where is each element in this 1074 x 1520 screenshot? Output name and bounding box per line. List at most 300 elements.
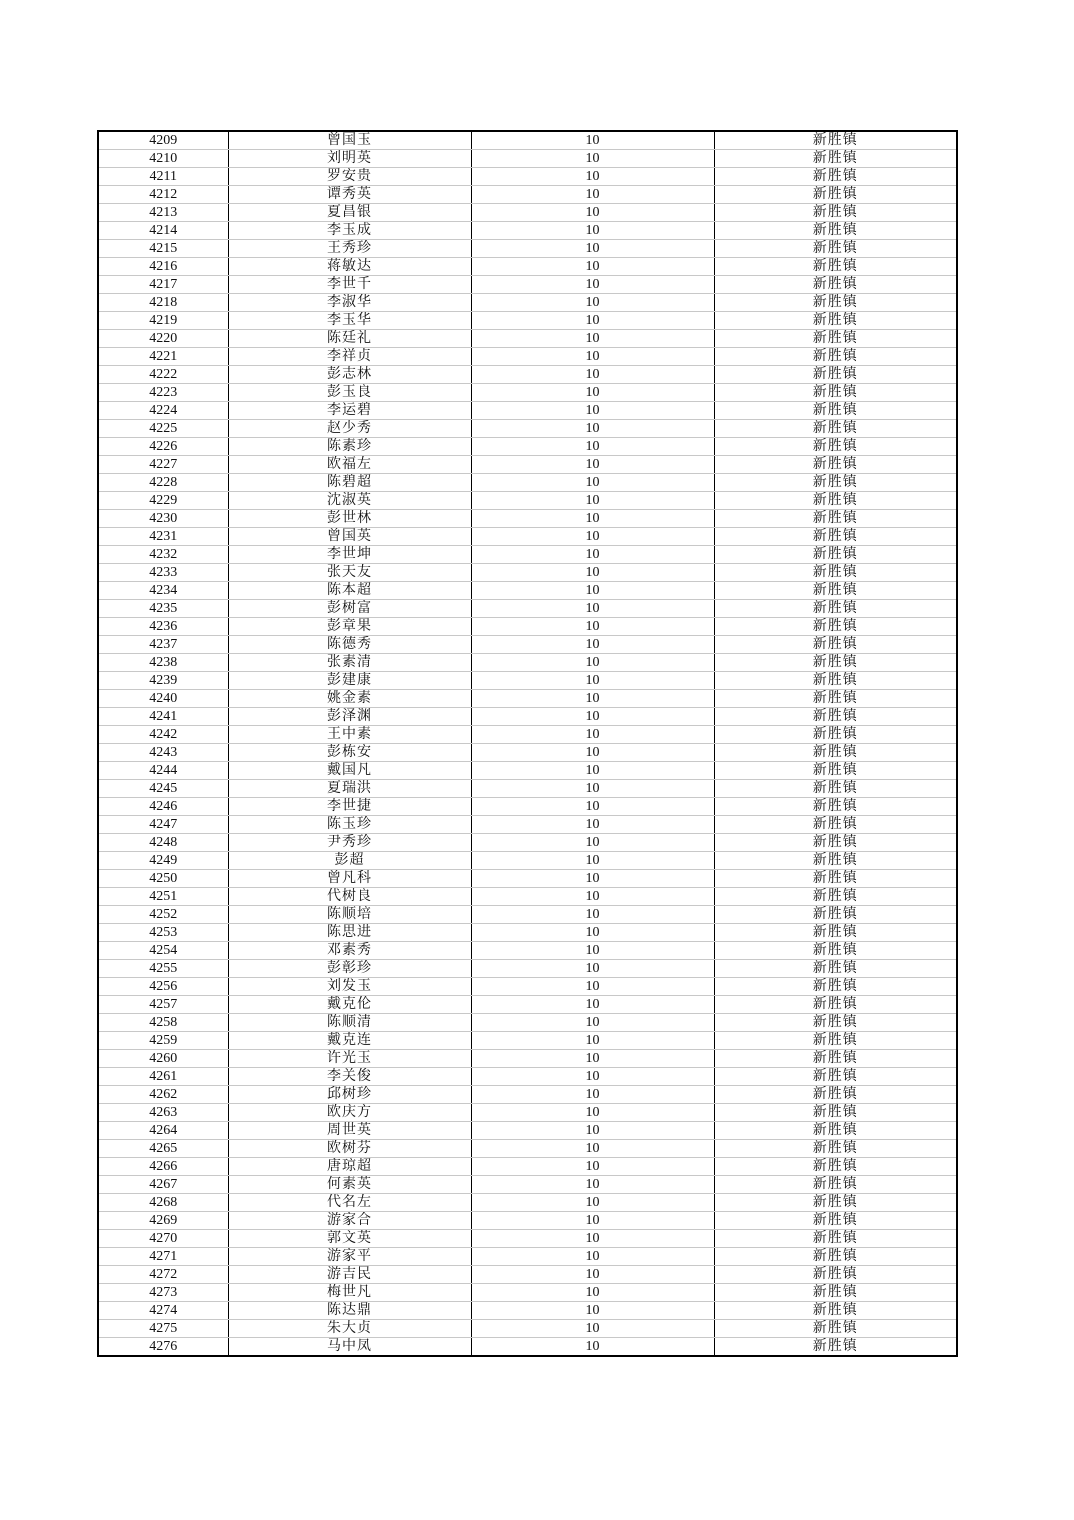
amount-cell: 10 — [471, 1104, 714, 1122]
amount-cell: 10 — [471, 636, 714, 654]
name-cell: 何素英 — [228, 1176, 471, 1194]
amount-cell: 10 — [471, 1194, 714, 1212]
name-cell: 李世捷 — [228, 798, 471, 816]
table-row — [98, 708, 957, 726]
town-cell: 新胜镇 — [714, 1194, 957, 1212]
table-row — [98, 240, 957, 258]
amount-cell: 10 — [471, 384, 714, 402]
town-cell: 新胜镇 — [714, 1014, 957, 1032]
name-cell: 夏昌银 — [228, 204, 471, 222]
row-number-cell: 4219 — [98, 312, 228, 330]
town-cell: 新胜镇 — [714, 1104, 957, 1122]
table-row — [98, 186, 957, 204]
row-number-cell: 4250 — [98, 870, 228, 888]
town-cell: 新胜镇 — [714, 762, 957, 780]
amount-cell: 10 — [471, 690, 714, 708]
name-cell: 彭超 — [228, 852, 471, 870]
amount-cell: 10 — [471, 564, 714, 582]
name-cell: 张天友 — [228, 564, 471, 582]
amount-cell: 10 — [471, 1122, 714, 1140]
amount-cell: 10 — [471, 546, 714, 564]
amount-cell: 10 — [471, 654, 714, 672]
name-cell: 王秀珍 — [228, 240, 471, 258]
amount-cell: 10 — [471, 294, 714, 312]
amount-cell: 10 — [471, 780, 714, 798]
table-row — [98, 168, 957, 186]
name-cell: 游家合 — [228, 1212, 471, 1230]
town-cell: 新胜镇 — [714, 726, 957, 744]
row-number-cell: 4256 — [98, 978, 228, 996]
town-cell: 新胜镇 — [714, 1158, 957, 1176]
town-cell: 新胜镇 — [714, 240, 957, 258]
row-number-cell: 4269 — [98, 1212, 228, 1230]
amount-cell: 10 — [471, 1248, 714, 1266]
amount-cell: 10 — [471, 402, 714, 420]
town-cell: 新胜镇 — [714, 1302, 957, 1320]
row-number-cell: 4254 — [98, 942, 228, 960]
name-cell: 郭文英 — [228, 1230, 471, 1248]
row-number-cell: 4211 — [98, 168, 228, 186]
name-cell: 陈廷礼 — [228, 330, 471, 348]
row-number-cell: 4215 — [98, 240, 228, 258]
name-cell: 李运碧 — [228, 402, 471, 420]
town-cell: 新胜镇 — [714, 510, 957, 528]
row-number-cell: 4209 — [98, 131, 228, 150]
row-number-cell: 4275 — [98, 1320, 228, 1338]
amount-cell: 10 — [471, 1086, 714, 1104]
amount-cell: 10 — [471, 888, 714, 906]
name-cell: 姚金素 — [228, 690, 471, 708]
row-number-cell: 4234 — [98, 582, 228, 600]
table-row — [98, 1284, 957, 1302]
amount-cell: 10 — [471, 600, 714, 618]
row-number-cell: 4242 — [98, 726, 228, 744]
town-cell: 新胜镇 — [714, 168, 957, 186]
amount-cell: 10 — [471, 1284, 714, 1302]
town-cell: 新胜镇 — [714, 348, 957, 366]
name-cell: 李世坤 — [228, 546, 471, 564]
name-cell: 彭彰珍 — [228, 960, 471, 978]
row-number-cell: 4241 — [98, 708, 228, 726]
row-number-cell: 4247 — [98, 816, 228, 834]
table-row — [98, 654, 957, 672]
table-row — [98, 1320, 957, 1338]
table-row — [98, 564, 957, 582]
row-number-cell: 4225 — [98, 420, 228, 438]
town-cell: 新胜镇 — [714, 834, 957, 852]
amount-cell: 10 — [471, 1230, 714, 1248]
table-row — [98, 1104, 957, 1122]
town-cell: 新胜镇 — [714, 798, 957, 816]
amount-cell: 10 — [471, 330, 714, 348]
name-cell: 沈淑英 — [228, 492, 471, 510]
row-number-cell: 4216 — [98, 258, 228, 276]
row-number-cell: 4229 — [98, 492, 228, 510]
name-cell: 陈顺清 — [228, 1014, 471, 1032]
amount-cell: 10 — [471, 258, 714, 276]
town-cell: 新胜镇 — [714, 852, 957, 870]
name-cell: 彭章果 — [228, 618, 471, 636]
table-row — [98, 492, 957, 510]
table-row — [98, 978, 957, 996]
town-cell: 新胜镇 — [714, 402, 957, 420]
row-number-cell: 4222 — [98, 366, 228, 384]
table-row — [98, 366, 957, 384]
name-cell: 李世千 — [228, 276, 471, 294]
name-cell: 彭志林 — [228, 366, 471, 384]
name-cell: 欧庆方 — [228, 1104, 471, 1122]
amount-cell: 10 — [471, 708, 714, 726]
name-cell: 游吉民 — [228, 1266, 471, 1284]
name-cell: 代树良 — [228, 888, 471, 906]
amount-cell: 10 — [471, 762, 714, 780]
table-row — [98, 258, 957, 276]
name-cell: 彭泽渊 — [228, 708, 471, 726]
amount-cell: 10 — [471, 978, 714, 996]
table-row — [98, 1140, 957, 1158]
amount-cell: 10 — [471, 510, 714, 528]
town-cell: 新胜镇 — [714, 1068, 957, 1086]
table-row — [98, 510, 957, 528]
town-cell: 新胜镇 — [714, 330, 957, 348]
table-row — [98, 582, 957, 600]
table-row — [98, 528, 957, 546]
town-cell: 新胜镇 — [714, 1266, 957, 1284]
town-cell: 新胜镇 — [714, 384, 957, 402]
amount-cell: 10 — [471, 1068, 714, 1086]
town-cell: 新胜镇 — [714, 1212, 957, 1230]
amount-cell: 10 — [471, 312, 714, 330]
amount-cell: 10 — [471, 582, 714, 600]
row-number-cell: 4221 — [98, 348, 228, 366]
table-row — [98, 402, 957, 420]
row-number-cell: 4261 — [98, 1068, 228, 1086]
table-row — [98, 204, 957, 222]
town-cell: 新胜镇 — [714, 672, 957, 690]
town-cell: 新胜镇 — [714, 888, 957, 906]
table-row — [98, 312, 957, 330]
table-row — [98, 600, 957, 618]
town-cell: 新胜镇 — [714, 1032, 957, 1050]
name-cell: 陈本超 — [228, 582, 471, 600]
row-number-cell: 4210 — [98, 150, 228, 168]
name-cell: 陈达鼎 — [228, 1302, 471, 1320]
name-cell: 李淑华 — [228, 294, 471, 312]
row-number-cell: 4264 — [98, 1122, 228, 1140]
row-number-cell: 4227 — [98, 456, 228, 474]
table-row — [98, 690, 957, 708]
town-cell: 新胜镇 — [714, 186, 957, 204]
table-row — [98, 1230, 957, 1248]
row-number-cell: 4246 — [98, 798, 228, 816]
row-number-cell: 4274 — [98, 1302, 228, 1320]
amount-cell: 10 — [471, 131, 714, 150]
table-row — [98, 546, 957, 564]
table-row — [98, 996, 957, 1014]
amount-cell: 10 — [471, 348, 714, 366]
name-cell: 李祥贞 — [228, 348, 471, 366]
name-cell: 戴克连 — [228, 1032, 471, 1050]
town-cell: 新胜镇 — [714, 582, 957, 600]
town-cell: 新胜镇 — [714, 312, 957, 330]
amount-cell: 10 — [471, 1158, 714, 1176]
town-cell: 新胜镇 — [714, 492, 957, 510]
town-cell: 新胜镇 — [714, 1284, 957, 1302]
row-number-cell: 4212 — [98, 186, 228, 204]
table-row — [98, 420, 957, 438]
row-number-cell: 4272 — [98, 1266, 228, 1284]
town-cell: 新胜镇 — [714, 942, 957, 960]
amount-cell: 10 — [471, 492, 714, 510]
table-row — [98, 1014, 957, 1032]
table-row — [98, 942, 957, 960]
amount-cell: 10 — [471, 204, 714, 222]
row-number-cell: 4218 — [98, 294, 228, 312]
amount-cell: 10 — [471, 474, 714, 492]
amount-cell: 10 — [471, 1320, 714, 1338]
table-row — [98, 294, 957, 312]
amount-cell: 10 — [471, 1302, 714, 1320]
town-cell: 新胜镇 — [714, 1086, 957, 1104]
town-cell: 新胜镇 — [714, 1230, 957, 1248]
table-row — [98, 131, 957, 150]
row-number-cell: 4236 — [98, 618, 228, 636]
name-cell: 曾凡科 — [228, 870, 471, 888]
name-cell: 马中凤 — [228, 1338, 471, 1357]
town-cell: 新胜镇 — [714, 276, 957, 294]
town-cell: 新胜镇 — [714, 1248, 957, 1266]
row-number-cell: 4224 — [98, 402, 228, 420]
row-number-cell: 4253 — [98, 924, 228, 942]
table-row — [98, 1176, 957, 1194]
row-number-cell: 4226 — [98, 438, 228, 456]
row-number-cell: 4258 — [98, 1014, 228, 1032]
name-cell: 李玉华 — [228, 312, 471, 330]
name-cell: 陈碧超 — [228, 474, 471, 492]
row-number-cell: 4260 — [98, 1050, 228, 1068]
name-cell: 欧树芬 — [228, 1140, 471, 1158]
row-number-cell: 4238 — [98, 654, 228, 672]
table-row — [98, 618, 957, 636]
row-number-cell: 4230 — [98, 510, 228, 528]
amount-cell: 10 — [471, 852, 714, 870]
town-cell: 新胜镇 — [714, 690, 957, 708]
amount-cell: 10 — [471, 996, 714, 1014]
table-row — [98, 816, 957, 834]
row-number-cell: 4243 — [98, 744, 228, 762]
row-number-cell: 4231 — [98, 528, 228, 546]
row-number-cell: 4268 — [98, 1194, 228, 1212]
amount-cell: 10 — [471, 276, 714, 294]
row-number-cell: 4213 — [98, 204, 228, 222]
name-cell: 游家平 — [228, 1248, 471, 1266]
table-row — [98, 1068, 957, 1086]
town-cell: 新胜镇 — [714, 564, 957, 582]
amount-cell: 10 — [471, 1266, 714, 1284]
table-row — [98, 1302, 957, 1320]
row-number-cell: 4255 — [98, 960, 228, 978]
town-cell: 新胜镇 — [714, 474, 957, 492]
table-row — [98, 1158, 957, 1176]
town-cell: 新胜镇 — [714, 906, 957, 924]
town-cell: 新胜镇 — [714, 204, 957, 222]
name-cell: 彭玉良 — [228, 384, 471, 402]
town-cell: 新胜镇 — [714, 600, 957, 618]
town-cell: 新胜镇 — [714, 1140, 957, 1158]
name-cell: 戴克伦 — [228, 996, 471, 1014]
amount-cell: 10 — [471, 960, 714, 978]
town-cell: 新胜镇 — [714, 780, 957, 798]
name-cell: 陈素珍 — [228, 438, 471, 456]
table-row — [98, 1212, 957, 1230]
amount-cell: 10 — [471, 726, 714, 744]
row-number-cell: 4262 — [98, 1086, 228, 1104]
table-row — [98, 276, 957, 294]
name-cell: 梅世凡 — [228, 1284, 471, 1302]
name-cell: 李关俊 — [228, 1068, 471, 1086]
amount-cell: 10 — [471, 1140, 714, 1158]
name-cell: 罗安贵 — [228, 168, 471, 186]
town-cell: 新胜镇 — [714, 131, 957, 150]
row-number-cell: 4237 — [98, 636, 228, 654]
table-row — [98, 852, 957, 870]
table-row — [98, 1266, 957, 1284]
row-number-cell: 4248 — [98, 834, 228, 852]
name-cell: 朱大贞 — [228, 1320, 471, 1338]
town-cell: 新胜镇 — [714, 420, 957, 438]
table-row — [98, 474, 957, 492]
name-cell: 陈玉珍 — [228, 816, 471, 834]
amount-cell: 10 — [471, 1212, 714, 1230]
town-cell: 新胜镇 — [714, 222, 957, 240]
amount-cell: 10 — [471, 1338, 714, 1357]
name-cell: 欧福左 — [228, 456, 471, 474]
table-row — [98, 798, 957, 816]
town-cell: 新胜镇 — [714, 150, 957, 168]
table-row — [98, 438, 957, 456]
name-cell: 彭建康 — [228, 672, 471, 690]
town-cell: 新胜镇 — [714, 438, 957, 456]
amount-cell: 10 — [471, 1050, 714, 1068]
amount-cell: 10 — [471, 240, 714, 258]
amount-cell: 10 — [471, 744, 714, 762]
name-cell: 周世英 — [228, 1122, 471, 1140]
table-row — [98, 870, 957, 888]
amount-cell: 10 — [471, 366, 714, 384]
row-number-cell: 4251 — [98, 888, 228, 906]
row-number-cell: 4245 — [98, 780, 228, 798]
town-cell: 新胜镇 — [714, 744, 957, 762]
name-cell: 蒋敏达 — [228, 258, 471, 276]
amount-cell: 10 — [471, 456, 714, 474]
town-cell: 新胜镇 — [714, 1050, 957, 1068]
name-cell: 赵少秀 — [228, 420, 471, 438]
row-number-cell: 4223 — [98, 384, 228, 402]
town-cell: 新胜镇 — [714, 1338, 957, 1357]
name-cell: 张素清 — [228, 654, 471, 672]
amount-cell: 10 — [471, 1032, 714, 1050]
town-cell: 新胜镇 — [714, 924, 957, 942]
table-row — [98, 1086, 957, 1104]
name-cell: 李玉成 — [228, 222, 471, 240]
town-cell: 新胜镇 — [714, 960, 957, 978]
table-row — [98, 384, 957, 402]
row-number-cell: 4214 — [98, 222, 228, 240]
roster-table-body — [98, 131, 957, 1356]
amount-cell: 10 — [471, 420, 714, 438]
town-cell: 新胜镇 — [714, 546, 957, 564]
town-cell: 新胜镇 — [714, 636, 957, 654]
table-row — [98, 1050, 957, 1068]
table-row — [98, 762, 957, 780]
table-row — [98, 1122, 957, 1140]
name-cell: 戴国凡 — [228, 762, 471, 780]
table-row — [98, 1032, 957, 1050]
name-cell: 曾国英 — [228, 528, 471, 546]
town-cell: 新胜镇 — [714, 654, 957, 672]
amount-cell: 10 — [471, 168, 714, 186]
row-number-cell: 4259 — [98, 1032, 228, 1050]
table-row — [98, 348, 957, 366]
amount-cell: 10 — [471, 528, 714, 546]
row-number-cell: 4233 — [98, 564, 228, 582]
table-row — [98, 636, 957, 654]
table-row — [98, 834, 957, 852]
town-cell: 新胜镇 — [714, 528, 957, 546]
table-row — [98, 906, 957, 924]
table-row — [98, 1338, 957, 1357]
town-cell: 新胜镇 — [714, 708, 957, 726]
amount-cell: 10 — [471, 1176, 714, 1194]
row-number-cell: 4232 — [98, 546, 228, 564]
roster-table — [97, 130, 958, 1357]
amount-cell: 10 — [471, 834, 714, 852]
row-number-cell: 4267 — [98, 1176, 228, 1194]
row-number-cell: 4220 — [98, 330, 228, 348]
table-row — [98, 780, 957, 798]
table-row — [98, 1248, 957, 1266]
amount-cell: 10 — [471, 672, 714, 690]
row-number-cell: 4266 — [98, 1158, 228, 1176]
name-cell: 邓素秀 — [228, 942, 471, 960]
name-cell: 夏瑞洪 — [228, 780, 471, 798]
table-row — [98, 1194, 957, 1212]
name-cell: 王中素 — [228, 726, 471, 744]
amount-cell: 10 — [471, 1014, 714, 1032]
table-row — [98, 456, 957, 474]
name-cell: 彭树富 — [228, 600, 471, 618]
row-number-cell: 4257 — [98, 996, 228, 1014]
amount-cell: 10 — [471, 798, 714, 816]
amount-cell: 10 — [471, 186, 714, 204]
amount-cell: 10 — [471, 816, 714, 834]
table-row — [98, 744, 957, 762]
name-cell: 陈思进 — [228, 924, 471, 942]
town-cell: 新胜镇 — [714, 978, 957, 996]
row-number-cell: 4239 — [98, 672, 228, 690]
table-row — [98, 924, 957, 942]
town-cell: 新胜镇 — [714, 366, 957, 384]
row-number-cell: 4270 — [98, 1230, 228, 1248]
row-number-cell: 4263 — [98, 1104, 228, 1122]
amount-cell: 10 — [471, 222, 714, 240]
town-cell: 新胜镇 — [714, 1176, 957, 1194]
amount-cell: 10 — [471, 942, 714, 960]
name-cell: 陈德秀 — [228, 636, 471, 654]
name-cell: 陈顺培 — [228, 906, 471, 924]
row-number-cell: 4217 — [98, 276, 228, 294]
row-number-cell: 4271 — [98, 1248, 228, 1266]
